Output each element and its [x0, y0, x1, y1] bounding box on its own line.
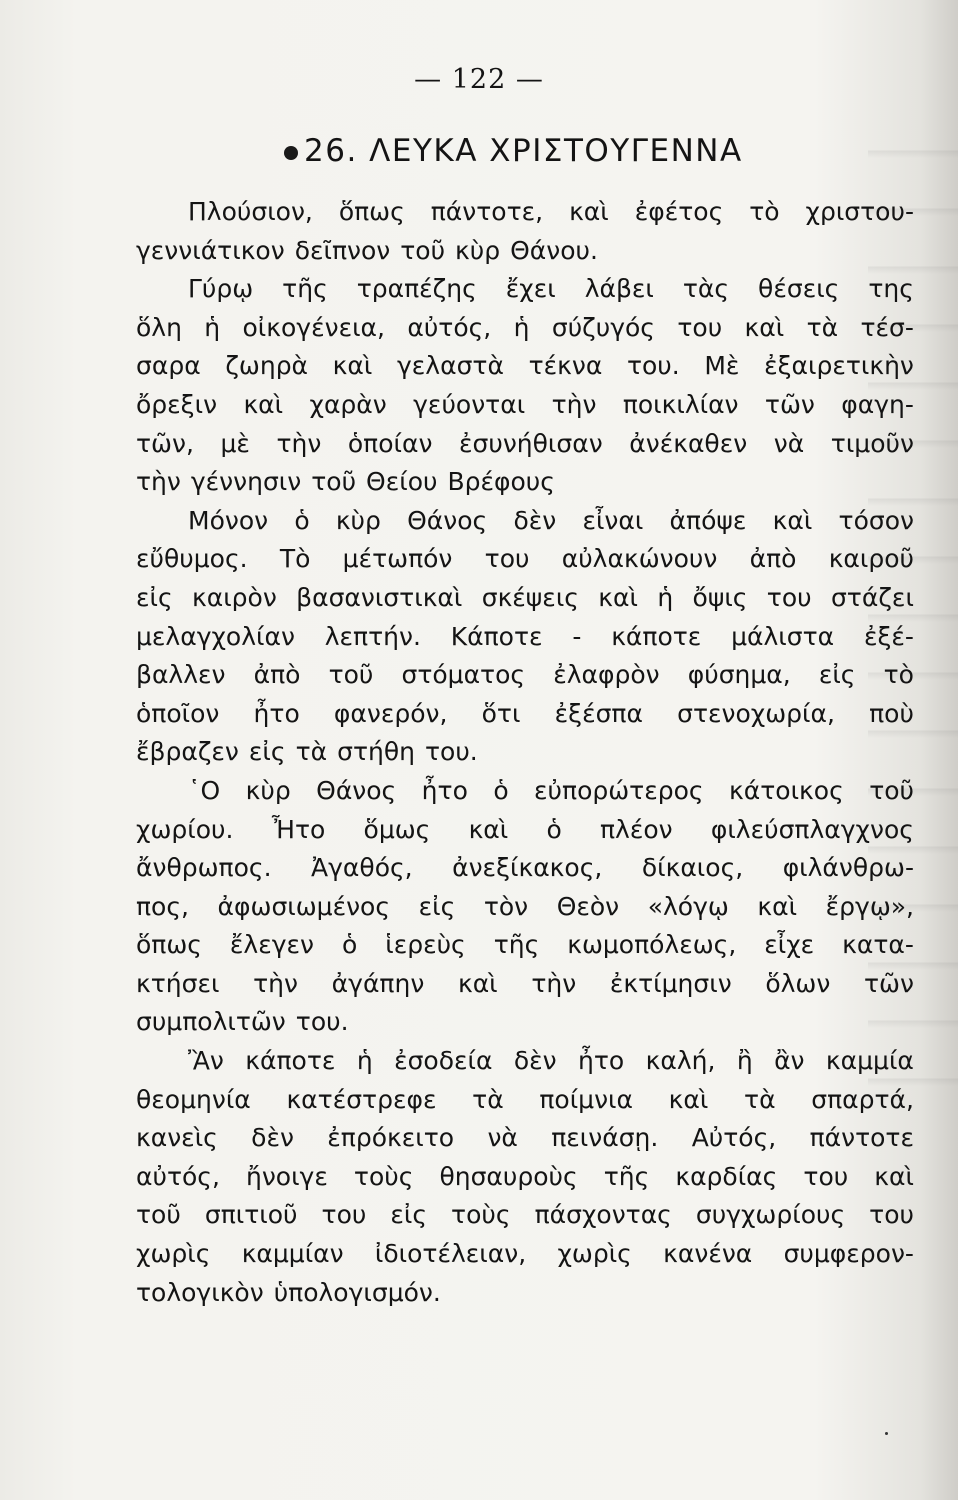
text-line: μελαγχολίαν λεπτήν. Κάποτε - κάποτε μάλιστα ἐξέ-	[136, 621, 914, 651]
text-line: Πλούσιον, ὅπως πάντοτε, καὶ ἐφέτος τὸ χριστου-	[188, 197, 914, 226]
text-line: τολογικὸν ὑπολογισμόν.	[136, 1277, 441, 1307]
text-line: ὅπως ἔλεγεν ὁ ἱερεὺς τῆς κωμοπόλεως, εἶχε κατα-	[136, 930, 914, 960]
text-line: ὁποῖον ἦτο φανερόν, ὅτι ἐξέσπα στενοχωρία, ποὺ	[136, 698, 914, 728]
text-line: εἰς καιρὸν βασανιστικαὶ σκέψεις καὶ ἡ ὄψις του στάζει	[136, 582, 914, 612]
text-line: γεννιάτικον δεῖπνον τοῦ κὺρ Θάνου.	[136, 235, 598, 265]
text-line: ἄνθρωπος. Ἀγαθός, ἀνεξίκακος, δίκαιος, φιλάνθρω-	[136, 853, 914, 883]
text-line: ῾Ο κὺρ Θάνος ἦτο ὁ εὐπορώτερος κάτοικος τοῦ	[188, 775, 914, 805]
text-line: Ἂν κάποτε ἡ ἐσοδεία δὲν ἦτο καλή, ἢ ἂν καμμία	[188, 1046, 914, 1076]
text-line: κανεὶς δὲν ἐπρόκειτο νὰ πεινάσῃ. Αὐτός, πάντοτε	[136, 1123, 914, 1153]
chapter-number: 26.	[304, 133, 358, 169]
chapter-title: ΛΕΥΚΑ ΧΡΙΣΤΟΥΓΕΝΝΑ	[369, 133, 743, 169]
text-line: τῶν, μὲ τὴν ὁποίαν ἐσυνήθισαν ἀνέκαθεν νὰ τιμοῦν	[136, 428, 914, 458]
text-line: ὅλη ἡ οἰκογένεια, αὐτός, ἡ σύζυγός του καὶ τὰ τέσ-	[136, 312, 914, 342]
text-line: τὴν γέννησιν τοῦ Θείου Βρέφους	[136, 467, 555, 497]
paper-speck	[885, 1432, 888, 1435]
text-line: Μόνον ὁ κὺρ Θάνος δὲν εἶναι ἀπόψε καὶ τόσον	[188, 505, 914, 535]
chapter-heading	[288, 133, 743, 169]
text-line: χωρὶς καμμίαν ἰδιοτέλειαν, χωρὶς κανένα συμφερον-	[136, 1239, 914, 1269]
body-text	[136, 193, 914, 1312]
text-line: ὄρεξιν καὶ χαρὰν γεύονται τὴν ποικιλίαν τῶν φαγη-	[136, 389, 914, 419]
text-line: συμπολιτῶν του.	[136, 1007, 349, 1037]
text-line: θεομηνία κατέστρεφε τὰ ποίμνια καὶ τὰ σπαρτά,	[136, 1084, 914, 1114]
text-line: κτήσει τὴν ἀγάπην καὶ τὴν ἐκτίμησιν ὅλων τῶν	[136, 968, 914, 998]
text-line: εὔθυμος. Τὸ μέτωπόν του αὐλακώνουν ἀπὸ καιροῦ	[136, 544, 914, 574]
text-line: Γύρῳ τῆς τραπέζης ἔχει λάβει τὰς θέσεις της	[188, 274, 914, 304]
page-number: — 122 —	[414, 64, 544, 95]
text-line: αὐτός, ἤνοιγε τοὺς θησαυροὺς τῆς καρδίας του καὶ	[136, 1161, 914, 1191]
text-line: βαλλεν ἀπὸ τοῦ στόματος ἐλαφρὸν φύσημα, εἰς τὸ	[136, 660, 914, 690]
text-line: τοῦ σπιτιοῦ του εἰς τοὺς πάσχοντας συγχωρίους του	[136, 1200, 914, 1230]
text-line: ἔβραζεν εἰς τὰ στήθη του.	[136, 737, 478, 767]
text-line: χωρίου. Ἦτο ὅμως καὶ ὁ πλέον φιλεύσπλαγχνος	[136, 814, 914, 844]
text-line: πος, ἀφωσιωμένος εἰς τὸν Θεὸν «λόγῳ καὶ ἔργῳ»,	[136, 891, 914, 921]
text-line: σαρα ζωηρὰ καὶ γελαστὰ τέκνα του. Μὲ ἐξαιρετικὴν	[136, 351, 914, 381]
